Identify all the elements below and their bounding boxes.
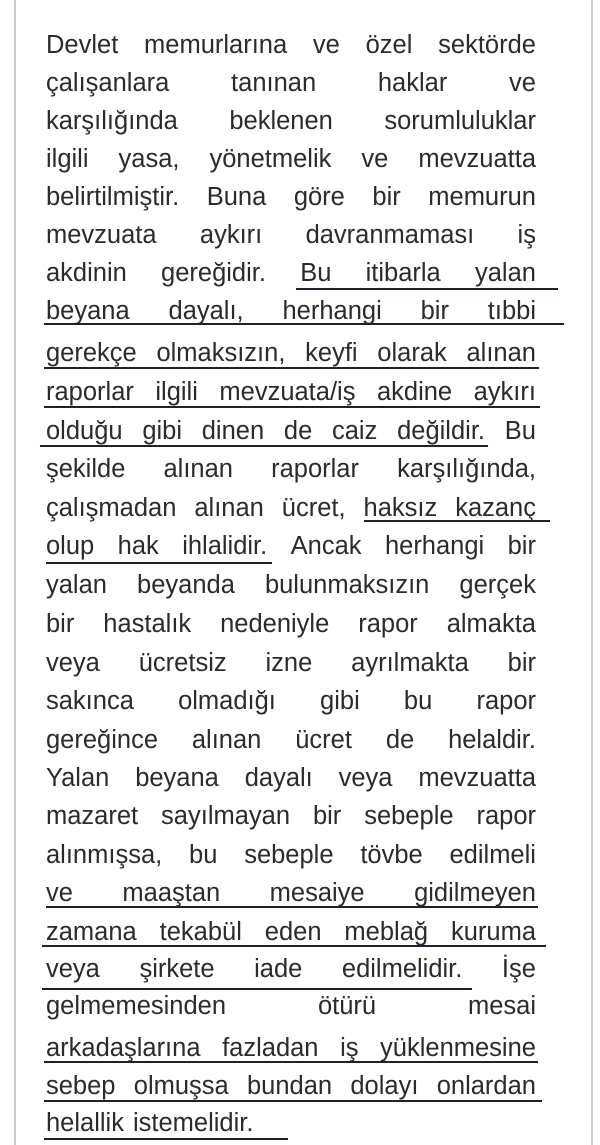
text-line xyxy=(46,102,536,140)
word: alınmışsa, xyxy=(46,841,163,869)
word: memurun xyxy=(428,183,536,211)
underline-mark xyxy=(42,988,472,990)
word: ve xyxy=(509,69,536,97)
word: Bu xyxy=(300,259,332,287)
word: mesai xyxy=(467,992,536,1020)
word: rapor xyxy=(476,687,536,715)
word: herhangi xyxy=(384,532,485,560)
word: de xyxy=(385,726,415,754)
word: yönetmelik xyxy=(209,145,332,173)
word: eden xyxy=(264,918,322,946)
word: özel xyxy=(365,31,413,59)
word: ilgili xyxy=(46,145,89,173)
word: helaldir. xyxy=(448,726,536,754)
word: bir xyxy=(46,610,75,638)
word: hastalık xyxy=(103,610,192,638)
word: ve xyxy=(361,145,389,173)
word: dayalı, xyxy=(168,297,244,325)
word: alınan xyxy=(194,494,264,522)
underline-mark xyxy=(46,562,272,564)
word: beklenen xyxy=(229,107,333,135)
word: nedeniyle xyxy=(220,610,330,638)
word: dayalı xyxy=(244,764,313,792)
word: maaştan xyxy=(122,879,221,907)
text-line xyxy=(46,836,536,874)
text-line xyxy=(46,1104,536,1142)
word: olup xyxy=(46,532,95,560)
word: ilgili xyxy=(155,378,198,406)
word: mevzuata/iş xyxy=(219,378,356,406)
word: zamana xyxy=(46,918,137,946)
word: keyfi xyxy=(305,339,358,367)
word: Buna xyxy=(206,183,267,211)
word: helallik xyxy=(46,1109,124,1137)
word: ihlalidir. xyxy=(182,532,268,560)
word: ücretsiz xyxy=(138,649,227,677)
word: yüklenmesine xyxy=(380,1034,536,1062)
underline-mark xyxy=(44,1061,538,1063)
word: ve xyxy=(312,31,340,59)
underline-mark xyxy=(44,323,564,325)
word: olarak xyxy=(377,339,447,367)
underline-mark xyxy=(44,406,540,408)
word: bu xyxy=(189,841,218,869)
word: çalışmadan xyxy=(46,494,177,522)
underline-mark xyxy=(364,520,550,522)
underline-mark xyxy=(44,1100,542,1102)
text-line xyxy=(46,797,536,835)
word: sorumluluklar xyxy=(384,107,536,135)
word: göre xyxy=(293,183,345,211)
word: gelmemesinden xyxy=(46,992,227,1020)
word: gidilmeyen xyxy=(414,879,536,907)
word: beyana xyxy=(135,764,219,792)
word: bu xyxy=(403,687,433,715)
word: raporlar xyxy=(46,378,134,406)
text-line xyxy=(46,178,536,216)
word: bir xyxy=(372,183,401,211)
word: mevzuatta xyxy=(418,145,536,173)
word: edilmeli xyxy=(449,841,536,869)
word: veya xyxy=(46,955,100,983)
word: tanınan xyxy=(231,69,317,97)
word: istemelidir. xyxy=(132,1109,254,1137)
word: haklar xyxy=(377,69,448,97)
word: onlardan xyxy=(436,1072,536,1100)
word: caiz xyxy=(332,417,378,445)
text-line xyxy=(46,721,536,759)
word: dolayı xyxy=(350,1072,419,1100)
text-line xyxy=(46,64,536,102)
word: mesaiye xyxy=(269,879,365,907)
word: ötürü xyxy=(317,992,377,1020)
underline-mark xyxy=(44,1138,288,1140)
text-line xyxy=(46,140,536,178)
left-border xyxy=(14,0,16,1145)
word: kuruma xyxy=(450,918,536,946)
word: çalışanlara xyxy=(46,69,170,97)
text-line xyxy=(46,527,536,565)
word: sebeple xyxy=(244,841,334,869)
word: sakınca xyxy=(46,687,134,715)
word: olmuşsa xyxy=(133,1072,229,1100)
underline-mark xyxy=(40,445,488,447)
word: İşe xyxy=(501,955,536,983)
word: alınan xyxy=(191,726,262,754)
word: iade xyxy=(254,955,303,983)
word: beyanda xyxy=(137,571,235,599)
word: akdine xyxy=(376,378,453,406)
text-line xyxy=(46,450,536,488)
word: şirkete xyxy=(139,955,215,983)
text-line xyxy=(46,644,536,682)
word: Yalan xyxy=(46,764,110,792)
word: aykırı xyxy=(473,378,536,406)
word: kazanç xyxy=(455,494,536,522)
word: rapor xyxy=(476,802,536,830)
word: itibarla xyxy=(365,259,441,287)
underline-mark xyxy=(46,906,538,908)
text-line xyxy=(46,254,536,292)
word: ücret, xyxy=(281,494,346,522)
word: bir xyxy=(507,649,536,677)
word: olmadığı xyxy=(178,687,276,715)
word: alınan xyxy=(163,455,233,483)
word: sebep xyxy=(46,1072,116,1100)
word: gereğince xyxy=(46,726,158,754)
word: davranmaması xyxy=(305,221,475,249)
word: iş xyxy=(340,1034,359,1062)
word: veya xyxy=(338,764,393,792)
word: yasa, xyxy=(118,145,180,173)
text-line xyxy=(46,682,536,720)
word: olduğu xyxy=(46,417,123,445)
text-line xyxy=(46,566,536,604)
word: haksız xyxy=(363,494,438,522)
word: hak xyxy=(117,532,159,560)
word: meblağ xyxy=(344,918,429,946)
word: karşılığında xyxy=(46,107,178,135)
underline-mark xyxy=(44,367,539,369)
word: raporlar xyxy=(271,455,359,483)
word: ücret xyxy=(295,726,352,754)
word: olmaksızın, xyxy=(156,339,286,367)
word: sebeple xyxy=(364,802,454,830)
word: değildir. xyxy=(397,417,485,445)
word: ve xyxy=(46,879,73,907)
word: edilmelidir. xyxy=(341,955,463,983)
word: mevzuata xyxy=(46,221,157,249)
text-line xyxy=(46,216,536,254)
word: Bu xyxy=(504,417,536,445)
right-border xyxy=(591,0,593,1145)
word: mazaret xyxy=(46,802,139,830)
word: yalan xyxy=(474,259,536,287)
word: bulunmaksızın xyxy=(264,571,430,599)
word: ayrılmakta xyxy=(351,649,469,677)
word: fazladan xyxy=(222,1034,319,1062)
word: sayılmayan xyxy=(161,802,291,830)
text-line xyxy=(46,605,536,643)
underline-mark xyxy=(296,288,558,290)
underline-mark xyxy=(42,945,546,947)
word: belirtilmiştir. xyxy=(46,183,180,211)
word: izne xyxy=(265,649,313,677)
word: bir xyxy=(420,297,449,325)
word: karşılığında, xyxy=(397,455,536,483)
word: gibi xyxy=(320,687,360,715)
text-line xyxy=(46,26,536,64)
word: bundan xyxy=(247,1072,333,1100)
word: gereğidir. xyxy=(161,259,266,287)
word: mevzuatta xyxy=(418,764,536,792)
word: sektörde xyxy=(438,31,536,59)
word: tıbbi xyxy=(487,297,536,325)
word: veya xyxy=(46,649,100,677)
word: memurlarına xyxy=(144,31,288,59)
text-line xyxy=(46,987,536,1025)
word: gibi xyxy=(142,417,183,445)
word: aykırı xyxy=(199,221,263,249)
word: akdinin xyxy=(46,259,127,287)
word: tövbe xyxy=(360,841,423,869)
word: rapor xyxy=(358,610,418,638)
word: gerçek xyxy=(459,571,536,599)
word: bir xyxy=(507,532,536,560)
text-line xyxy=(46,950,536,988)
word: gerekçe xyxy=(46,339,137,367)
word: de xyxy=(283,417,313,445)
word: Devlet xyxy=(46,31,119,59)
text-line xyxy=(46,759,536,797)
word: dinen xyxy=(201,417,265,445)
word: Ancak xyxy=(290,532,362,560)
word: almakta xyxy=(446,610,536,638)
word: arkadaşlarına xyxy=(46,1034,201,1062)
word: tekabül xyxy=(159,918,242,946)
word: herhangi xyxy=(282,297,382,325)
word: beyana xyxy=(46,297,130,325)
word: şekilde xyxy=(46,455,126,483)
word: alınan xyxy=(466,339,536,367)
word: yalan xyxy=(46,571,107,599)
word: bir xyxy=(312,802,342,830)
word: iş xyxy=(517,221,536,249)
